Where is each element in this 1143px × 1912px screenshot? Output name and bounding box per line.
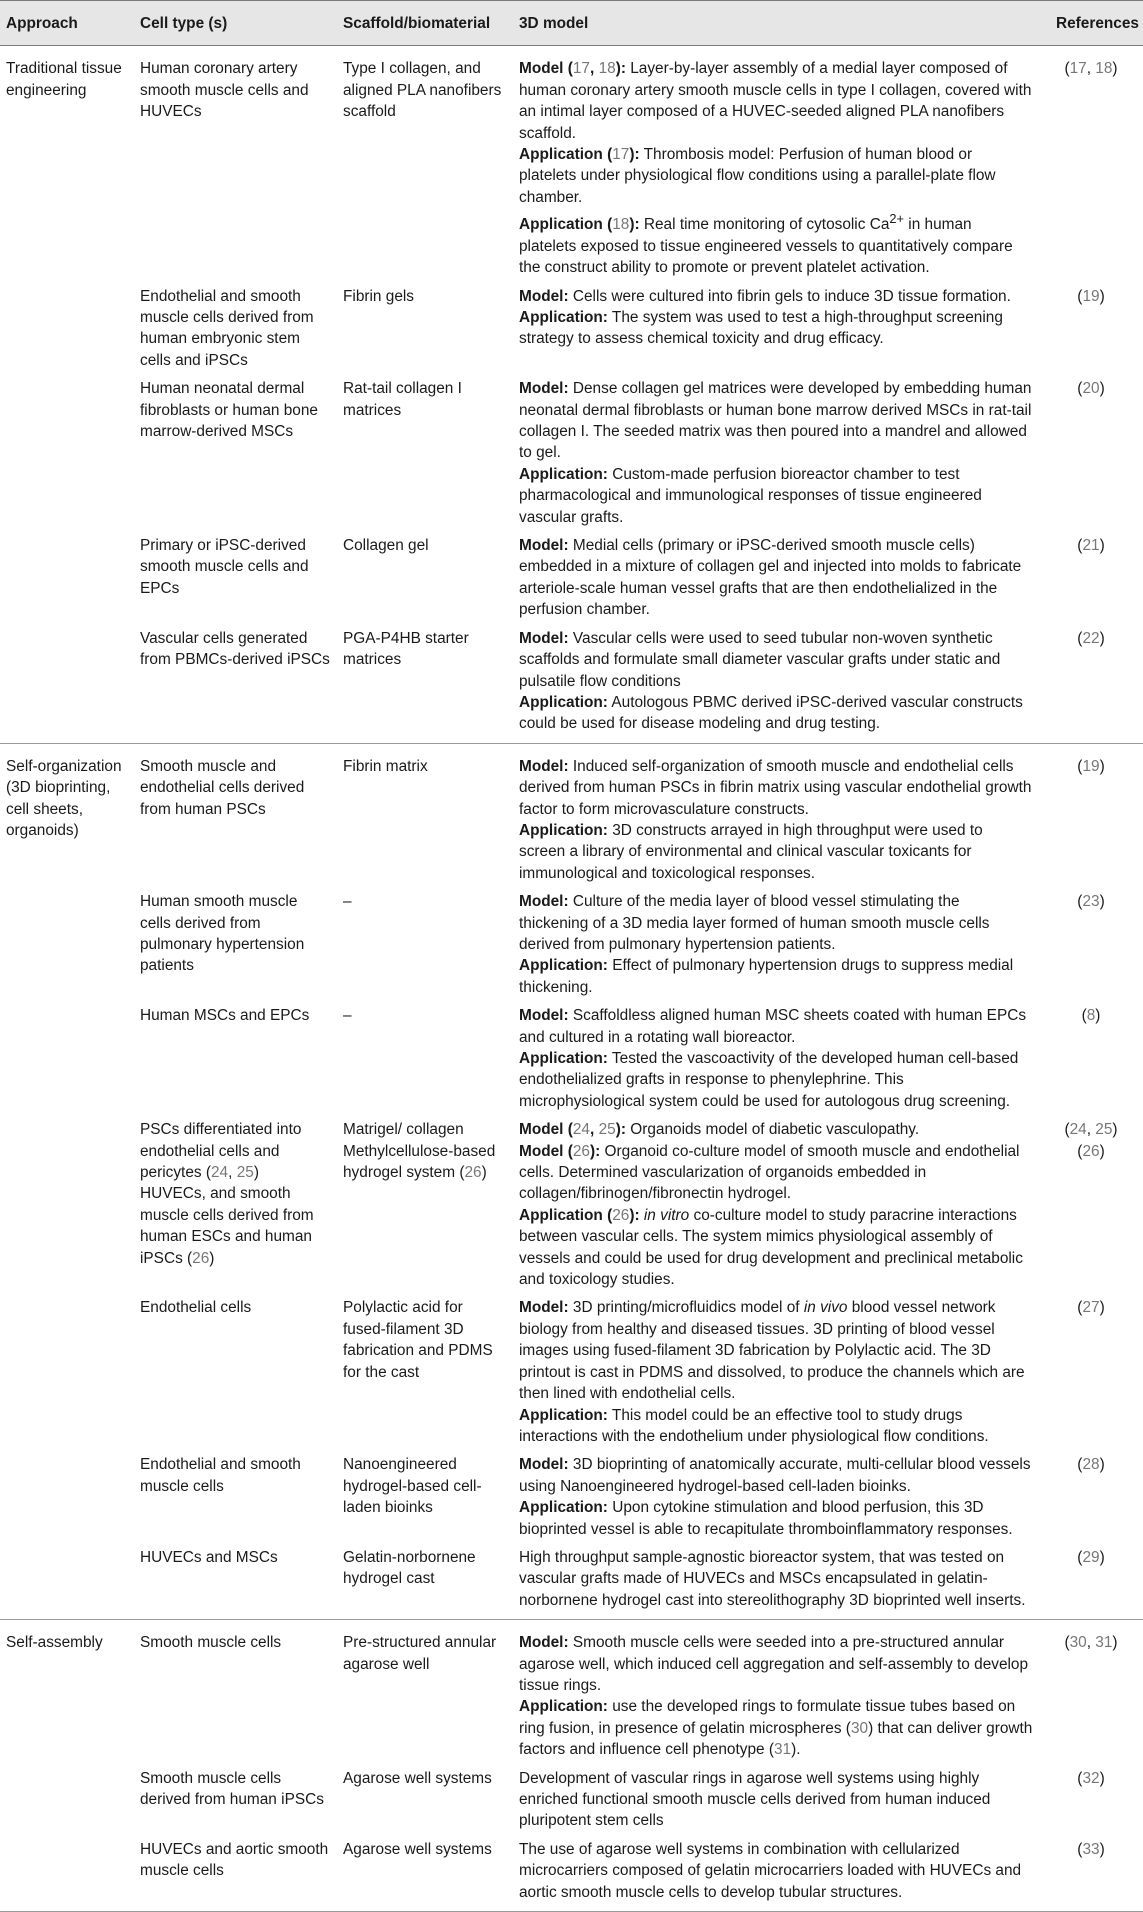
table-row [0, 531, 1143, 624]
approach-self-assembly: Self-assembly [0, 1620, 134, 1764]
table-row [0, 743, 1143, 887]
header-3d-model: 3D model [513, 1, 1039, 46]
reference: (23) [1077, 893, 1105, 911]
scaffold: Nanoengineered hydrogel-based cell-laden bioinks [343, 1456, 482, 1517]
table-header [0, 1, 1143, 46]
cell-type: Human MSCs and EPCs [140, 1007, 310, 1025]
scaffold: Gelatin-norbornene hydrogel cast [343, 1548, 476, 1588]
cell-type: Endothelial and smooth muscle cells [140, 1456, 301, 1495]
model-description: The use of agarose well systems in combination with cellularized microcarriers composed of gelatin microcarriers loaded with HUVECs and aortic smooth muscle cells to develop tubular structures. [513, 1835, 1039, 1912]
reference: (33) [1039, 1835, 1143, 1912]
reference: (21) [1077, 537, 1105, 555]
table-row [0, 1001, 1143, 1115]
reference: (17, 18) [1039, 46, 1143, 282]
header-cell-type: Cell type (s) [134, 1, 337, 46]
scaffold: Pre-structured annular agarose well [337, 1620, 513, 1764]
scaffold: – [343, 893, 352, 911]
model-description: Model: Culture of the media layer of blood vessel stimulating the thickening of a 3D media layer formed of human smooth muscle cells derived from pulmonary hypertension patients. Application: Effect of pulmonary hypertension drugs to suppress medial thickening. [519, 893, 1014, 996]
scaffold: Agarose well systems [337, 1835, 513, 1912]
model-description: Model (17, 18): Layer-by-layer assembly of a medial layer composed of human coronary artery smooth muscle cells in type I collagen, covered with an intimal layer composed of a HUVEC-seeded aligned PLA nanofibers scaffold. Application (17): Thrombosis model: Perfusion of human blood or platelets under physiological flow conditions using a parallel-plate flow chamber. Application (18): Real time monitoring of cytosolic $Ca^{2+}$ in human platelets exposed to tissue engineered vessels to quantitatively compare the construct ability to promote or prevent platelet activation. [513, 46, 1039, 282]
scaffold: Fibrin matrix [337, 743, 513, 887]
cell-type: HUVECs and MSCs [140, 1548, 278, 1566]
model-description: Model (24, 25): Organoids model of diabetic vasculopathy. Model (26): Organoid co-culture model of smooth muscle and endothelial cells. Determined vascularization of organoids embedded in collagen/fibrinogen/fibronectin hydrogel. Application (26): in vitro co-culture model to study paracrine interactions between vascular cells. The system mimics physiological assembly of vessels and could be used for drug development and preclinical metabolic and toxicology studies. [519, 1121, 1023, 1289]
reference: (19) [1077, 287, 1105, 305]
reference: (8) [1081, 1007, 1101, 1025]
scaffold: Matrigel/ collagen Methylcellulose-based hydrogel system (26) [343, 1121, 496, 1182]
reference: (27) [1077, 1299, 1105, 1317]
model-description: High throughput sample-agnostic bioreactor system, that was tested on vascular grafts made of HUVECs and MSCs encapsulated in gelatin-norbornene hydrogel cast into stereolithography 3D bioprinted well inserts. [519, 1548, 1026, 1609]
reference: (19) [1039, 743, 1143, 887]
reference: (30, 31) [1039, 1620, 1143, 1764]
reference: (22) [1077, 629, 1105, 647]
cell-type: Human neonatal dermal fibroblasts or human bone marrow-derived MSCs [140, 380, 318, 441]
header-row [0, 1, 1143, 46]
table-row [0, 1764, 1143, 1835]
model-description: Model: Medial cells (primary or iPSC-derived smooth muscle cells) embedded in a mixture of collagen gel and injected into molds to fabricate arteriole-scale human vessel grafts that are then endothelialized in the perfusion chamber. [519, 537, 1022, 619]
cell-type: Smooth muscle cells derived from human iPSCs [140, 1769, 324, 1808]
header-scaffold: Scaffold/biomaterial [337, 1, 513, 46]
model-description: Development of vascular rings in agarose well systems using highly enriched functional smooth muscle cells derived from human induced pluripotent stem cells [519, 1769, 991, 1830]
header-approach: Approach [0, 1, 134, 46]
table-row [0, 374, 1143, 531]
table-row [0, 1835, 1143, 1912]
model-description: Model: Smooth muscle cells were seeded into a pre-structured annular agarose well, which induced cell aggregation and self-assembly to develop tissue rings. Application: use the developed rings to formulate tissue tubes based on ring fusion, in presence of gelatin microspheres (30) that can deliver growth factors and influence cell phenotype (31). [513, 1620, 1039, 1764]
scaffold: – [343, 1007, 352, 1025]
scaffold: Type I collagen, and aligned PLA nanofibers scaffold [337, 46, 513, 282]
scaffold: Collagen gel [343, 537, 429, 555]
table-row [0, 1620, 1143, 1764]
scaffold: Agarose well systems [343, 1769, 492, 1787]
cell-type: Smooth muscle and endothelial cells derived from human PSCs [134, 743, 337, 887]
approach-traditional: Traditional tissue engineering [0, 46, 134, 282]
model-description: Model: Dense collagen gel matrices were developed by embedding human neonatal dermal fibroblasts or human bone marrow derived MSCs in rat-tail collagen I. The seeded matrix was then poured into a mandrel and allowed to gel. Application: Custom-made perfusion bioreactor chamber to test pharmacological and immunological responses of tissue engineered vascular grafts. [519, 380, 1032, 526]
scaffold: Fibrin gels [343, 287, 414, 305]
model-description: Model: Vascular cells were used to seed tubular non-woven synthetic scaffolds and formulate small diameter vascular grafts under static and pulsatile flow conditions Application: Autologous PBMC derived iPSC-derived vascular constructs could be used for disease modeling and drug testing. [519, 629, 1023, 733]
model-description: Model: 3D printing/microfluidics model of in vivo blood vessel network biology from healthy and diseased tissues. 3D printing of blood vessel images using fused-filament 3D fabrication by Polylactic acid. The 3D printout is cast in PDMS and dissolved, to produce the channels which are then lined with endothelial cells. Application: This model could be an effective tool to study drugs interactions with the endothelium under physiological flow conditions. [519, 1299, 1025, 1445]
approach-self-organization: Self-organization (3D bioprinting, cell sheets, organoids) [0, 743, 134, 887]
cell-type: HUVECs and aortic smooth muscle cells [134, 1835, 337, 1912]
reference: (29) [1077, 1548, 1105, 1566]
cell-type: Smooth muscle cells [134, 1620, 337, 1764]
cell-type: Endothelial cells [140, 1299, 252, 1317]
table-row [0, 1450, 1143, 1543]
table-row [0, 1543, 1143, 1620]
cell-type: PSCs differentiated into endothelial cells and pericytes (24, 25) HUVECs, and smooth muscle cells derived from human ESCs and human iPSCs (26) [140, 1121, 314, 1267]
model-description: Model: Induced self-organization of smooth muscle and endothelial cells derived from human PSCs in fibrin matrix using vascular endothelial growth factor to form microvasculature constructs. Application: 3D constructs arrayed in high throughput were used to screen a library of environmental and clinical vascular toxicants for immunological and toxicological responses. [513, 743, 1039, 887]
reference: (24, 25) (26) [1064, 1121, 1118, 1160]
scaffold: Polylactic acid for fused-filament 3D fabrication and PDMS for the cast [343, 1299, 493, 1381]
cell-type: Human coronary artery smooth muscle cells and HUVECs [134, 46, 337, 282]
table-row [0, 46, 1143, 282]
model-description: Model: Scaffoldless aligned human MSC sheets coated with human EPCs and cultured in a rotating wall bioreactor. Application: Tested the vascoactivity of the developed human cell-based endothelialized grafts in response to phenylephrine. This microphysiological system could be used for autologous drug screening. [519, 1007, 1027, 1110]
table-row [0, 887, 1143, 1001]
model-description: Model: 3D bioprinting of anatomically accurate, multi-cellular blood vessels using Nanoengineered hydrogel-based cell-laden bioinks. Application: Upon cytokine stimulation and blood perfusion, this 3D bioprinted vessel is able to recapitulate thromboinflammatory responses. [519, 1456, 1031, 1538]
table-row [0, 624, 1143, 744]
table-row [0, 282, 1143, 375]
scaffold: PGA-P4HB starter matrices [343, 629, 469, 669]
cell-type: Primary or iPSC-derived smooth muscle cells and EPCs [140, 537, 309, 597]
reference: (32) [1077, 1769, 1105, 1787]
cell-type: Vascular cells generated from PBMCs-derived iPSCs [140, 629, 330, 669]
reference: (20) [1077, 380, 1105, 398]
reference: (28) [1077, 1456, 1105, 1474]
model-description: Model: Cells were cultured into fibrin gels to induce 3D tissue formation. Application: The system was used to test a high-throughput screening strategy to assess chemical toxicity and drug efficacy. [519, 287, 1011, 348]
table-row [0, 1115, 1143, 1293]
cell-type: Human smooth muscle cells derived from pulmonary hypertension patients [140, 893, 305, 975]
header-references: References [1039, 1, 1143, 46]
cell-type: Endothelial and smooth muscle cells derived from human embryonic stem cells and iPSCs [140, 287, 314, 369]
table-row [0, 1293, 1143, 1450]
scaffold: Rat-tail collagen I matrices [343, 380, 462, 419]
